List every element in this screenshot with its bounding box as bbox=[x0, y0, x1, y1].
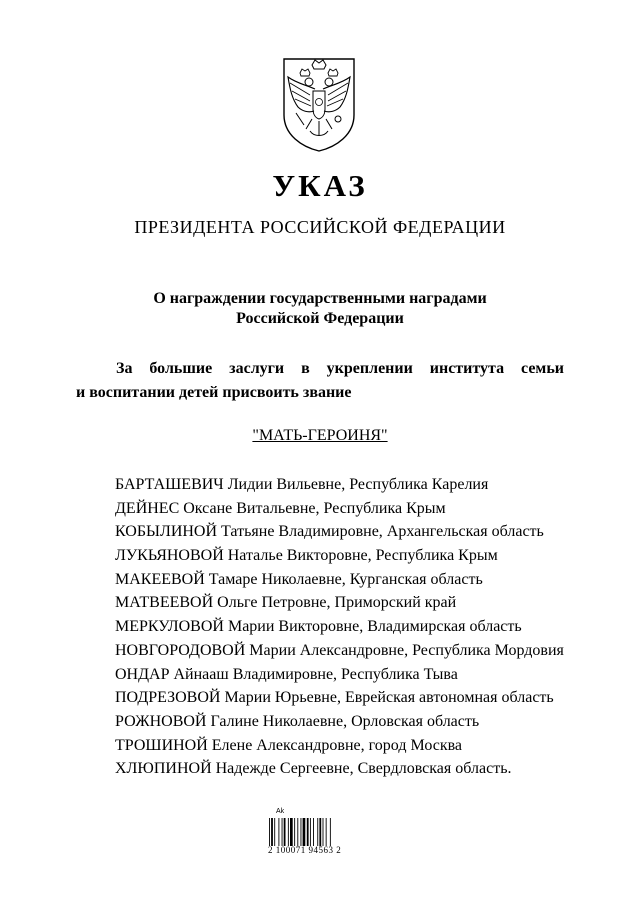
document-subtitle: ПРЕЗИДЕНТА РОССИЙСКОЙ ФЕДЕРАЦИИ bbox=[134, 217, 506, 237]
recipient-details: Марии Юрьевне, Еврейская автономная область bbox=[220, 689, 554, 707]
recipient-details: Елене Александровне, город Москва bbox=[207, 736, 463, 754]
recipient-details: Наталье Викторовне, Республика Крым bbox=[223, 547, 498, 565]
recipient-row bbox=[115, 497, 595, 521]
recipient-surname: ОНДАР bbox=[115, 665, 170, 683]
recipient-surname: НОВГОРОДОВОЙ bbox=[115, 641, 246, 659]
recipient-row bbox=[115, 663, 595, 687]
barcode-number: 2 100071 94563 2 bbox=[268, 845, 342, 855]
recipient-surname: МАТВЕЕВОЙ bbox=[115, 594, 214, 612]
recipient-row bbox=[115, 591, 595, 615]
recipient-surname: БАРТАШЕВИЧ bbox=[115, 476, 224, 493]
document-title: УКАЗ bbox=[272, 168, 368, 203]
recipient-surname: ЛУКЬЯНОВОЙ bbox=[115, 547, 224, 565]
paragraph-line-2: и воспитании детей присвоить звание bbox=[76, 384, 352, 401]
award-title-block bbox=[0, 426, 640, 446]
recipient-details: Тамаре Николаевне, Курганская область bbox=[204, 570, 483, 588]
recipient-row bbox=[115, 615, 595, 639]
recipient-surname: ПОДРЕЗОВОЙ bbox=[115, 689, 221, 707]
recipient-surname: ХЛЮПИНОЙ bbox=[115, 760, 212, 778]
recipient-details: Марии Александровне, Республика Мордовия bbox=[245, 641, 564, 659]
recipient-details: Айнааш Владимировне, Республика Тыва bbox=[169, 665, 458, 683]
recipient-details: Надежде Сергеевне, Свердловская область. bbox=[211, 760, 512, 778]
paragraph-line-1: За большие заслуги в укреплении института семьи bbox=[116, 360, 564, 377]
recipient-row bbox=[115, 568, 595, 592]
heading-line-2: Российской Федерации bbox=[236, 310, 404, 327]
document-barcode bbox=[268, 808, 378, 858]
recipient-row bbox=[115, 686, 595, 710]
recipient-row bbox=[115, 473, 595, 497]
recipient-surname: ДЕЙНЕС bbox=[115, 499, 180, 517]
recipient-details: Ольге Петровне, Приморский край bbox=[213, 594, 457, 612]
award-title: "МАТЬ-ГЕРОИНЯ" bbox=[252, 427, 388, 444]
decree-heading bbox=[0, 289, 640, 329]
recipient-details: Татьяне Владимировне, Архангельская область bbox=[217, 523, 544, 541]
recipient-row bbox=[115, 639, 595, 663]
recipient-row bbox=[115, 520, 595, 544]
recipient-details: Лидии Вильевне, Республика Карелия bbox=[223, 476, 489, 493]
state-emblem-icon bbox=[276, 55, 362, 153]
recipient-surname: КОБЫЛИНОЙ bbox=[115, 523, 218, 541]
barcode-icon bbox=[268, 818, 358, 846]
recipient-surname: РОЖНОВОЙ bbox=[115, 712, 207, 730]
recipient-row bbox=[115, 710, 595, 734]
recipient-row bbox=[115, 734, 595, 758]
recipient-surname: МАКЕЕВОЙ bbox=[115, 570, 205, 588]
barcode-top-mark: Ak bbox=[276, 808, 285, 815]
heading-line-1: О награждении государственными наградами bbox=[153, 290, 487, 307]
recipient-row bbox=[115, 757, 595, 781]
recipient-details: Оксане Витальевне, Республика Крым bbox=[179, 499, 446, 517]
recipient-details: Галине Николаевне, Орловская область bbox=[206, 712, 480, 730]
recipients-list bbox=[115, 473, 595, 781]
recipient-row bbox=[115, 544, 595, 568]
recipient-surname: МЕРКУЛОВОЙ bbox=[115, 618, 224, 636]
recipient-details: Марии Викторовне, Владимирская область bbox=[223, 618, 522, 636]
recipient-surname: ТРОШИНОЙ bbox=[115, 736, 208, 754]
